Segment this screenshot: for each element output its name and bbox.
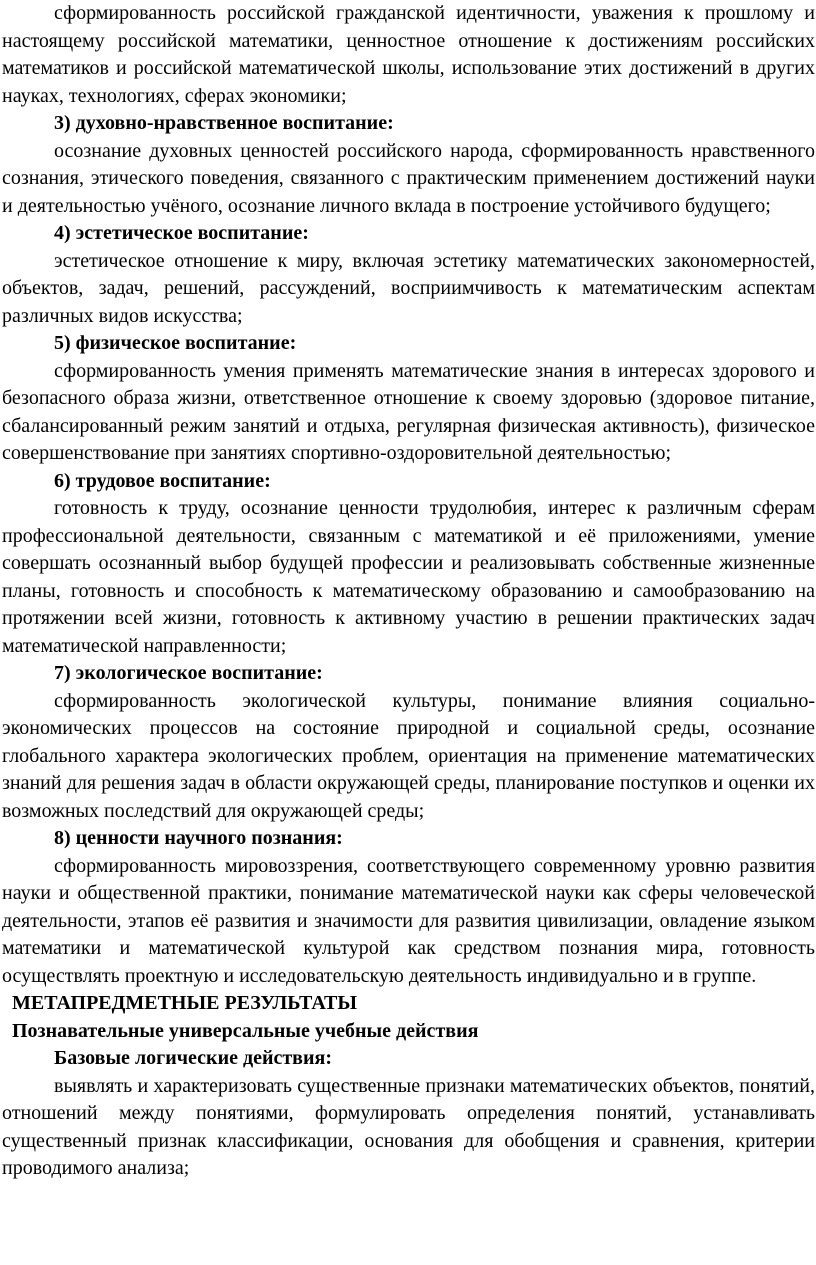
heading-metasubject-results: МЕТАПРЕДМЕТНЫЕ РЕЗУЛЬТАТЫ bbox=[12, 992, 357, 1014]
heading-aesthetic: 4) эстетическое воспитание: bbox=[54, 222, 309, 244]
heading-ecological: 7) экологическое воспитание: bbox=[54, 662, 323, 684]
heading-spiritual-moral: 3) духовно-нравственное воспитание: bbox=[54, 112, 394, 134]
heading-scientific-knowledge: 8) ценности научного познания: bbox=[54, 827, 343, 849]
paragraph-labor: готовность к труду, осознание ценности трудолюбия, интерес к различным сферам профессиональной деятельности, связанным с математикой и её приложениями, умение совершать осознанный выбор будущей профессии и реализовывать собственные жизненные планы, готовность и способность к математическому образованию и самообразованию на протяжении всей жизни, готовность к активному участию в решении практических задач математической направленности; bbox=[2, 497, 815, 657]
heading-physical: 5) физическое воспитание: bbox=[54, 332, 297, 354]
paragraph-ecological: сформированность экологической культуры, понимание влияния социально-экономических процессов на состояние природной и социальной среды, осознание глобального характера экологических проблем, ориентация на применение математических знаний для решения задач в области окружающей среды, планирование поступков и оценки их возможных последствий для окружающей среды; bbox=[2, 689, 815, 822]
paragraph-aesthetic: эстетическое отношение к миру, включая эстетику математических закономерностей, объектов, задач, решений, рассуждений, восприимчивость к математическим аспектам различных видов искусства; bbox=[2, 249, 815, 327]
paragraph-civic-identity: сформированность российской гражданской идентичности, уважения к прошлому и настоящему российской математики, ценностное отношение к достижениям российских математиков и российской математической школы, использование этих достижений в других науках, технологиях, сферах экономики; bbox=[2, 2, 815, 107]
paragraph-scientific-knowledge: сформированность мировоззрения, соответствующего современному уровню развития науки и общественной практики, понимание математической науки как сферы человеческой деятельности, этапов её развития и значимости для развития цивилизации, овладение языком математики и математической культурой как средством познания мира, готовность осуществлять проектную и исследовательскую деятельность индивидуально и в группе. bbox=[2, 854, 815, 987]
heading-labor: 6) трудовое воспитание: bbox=[54, 469, 271, 492]
paragraph-physical: сформированность умения применять математические знания в интересах здорового и безопасного образа жизни, ответственное отношение к своему здоровью (здоровое питание, сбалансированный режим занятий и отдыха, регулярная физическая активность), физическое совершенствование при занятиях спортивно-оздоровительной деятельностью; bbox=[2, 359, 815, 464]
heading-cognitive-actions: Познавательные универсальные учебные действия bbox=[12, 1019, 479, 1042]
heading-basic-logical-actions: Базовые логические действия: bbox=[54, 1047, 332, 1069]
paragraph-spiritual-moral: осознание духовных ценностей российского народа, сформированность нравственного сознания, этического поведения, связанного с практическим применением достижений науки и деятельностью учёного, осознание личного вклада в построение устойчивого будущего; bbox=[2, 139, 815, 217]
paragraph-logical-actions: выявлять и характеризовать существенные признаки математических объектов, понятий, отношений между понятиями, формулировать определения понятий, устанавливать существенный признак классификации, основания для обобщения и сравнения, критерии проводимого анализа; bbox=[2, 1074, 815, 1179]
